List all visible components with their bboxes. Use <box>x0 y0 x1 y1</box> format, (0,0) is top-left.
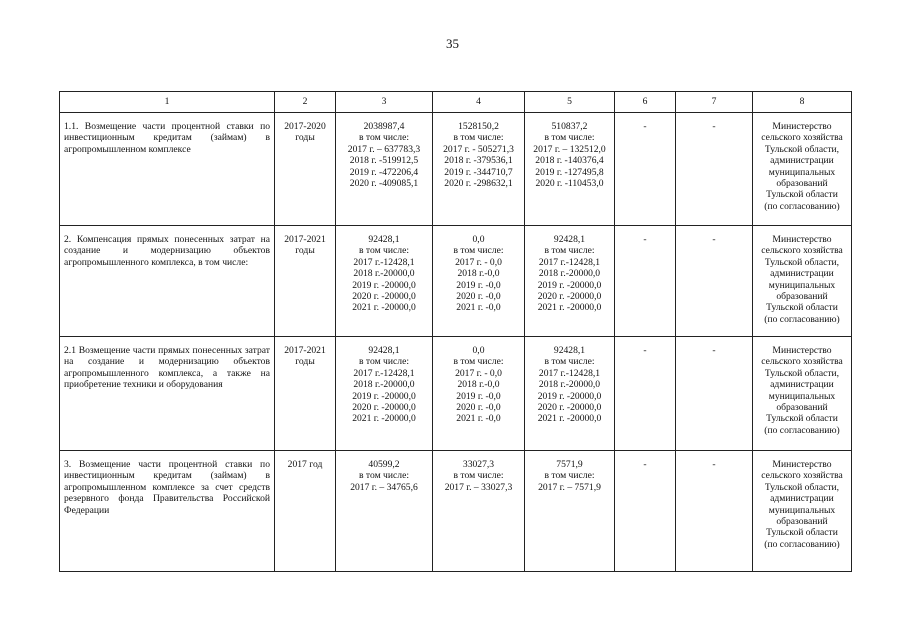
header-cell-7: 7 <box>676 92 753 113</box>
header-cell-5: 5 <box>525 92 615 113</box>
responsible-executor <box>753 226 852 337</box>
header-cell-6: 6 <box>615 92 676 113</box>
measure-name: 2.1 Возмещение части прямых понесенных затрат на создание и модернизацию объектов агропромышленного комплекса, а также на приобретение техники и оборудования <box>60 337 275 451</box>
table-row <box>60 451 852 572</box>
amount-line: 2017 г.-12428,1 <box>538 256 601 268</box>
executor-line: Тульской области, <box>764 143 840 155</box>
amount-line: 2038987,4 <box>363 121 405 132</box>
funding-source-a-cell <box>433 113 525 226</box>
executor-line: Министерство <box>772 345 832 356</box>
amount-line: 2021 г. -20000,0 <box>537 413 602 425</box>
amount-line: 2019 г. -20000,0 <box>537 279 602 291</box>
amount-line: в том числе: <box>453 245 504 257</box>
executor-line: сельского хозяйства <box>761 132 843 144</box>
amount-line: 2017 г. - 0,0 <box>455 367 502 379</box>
measure-name: 1.1. Возмещение части процентной ставки по инвестиционным кредитам (займам) в агропромышленном комплексе <box>60 113 275 226</box>
amount-line: 2019 г. -127495,8 <box>535 166 604 178</box>
executor-line: (по согласованию) <box>764 538 840 550</box>
funding-source-a-cell <box>433 451 525 572</box>
amount-line: 2018 г.-20000,0 <box>538 268 601 280</box>
header-row <box>60 92 852 113</box>
total-funding-cell <box>336 451 433 572</box>
responsible-executor <box>753 337 852 451</box>
col6-value: - <box>615 113 676 226</box>
amount-line: 2020 г. -298632,1 <box>444 178 513 190</box>
funding-source-b-cell <box>525 226 615 337</box>
executor-line: Тульской области, <box>764 367 840 379</box>
executor-line: Тульской области, <box>764 481 840 493</box>
executor-line: Министерство <box>772 234 832 245</box>
header-cell-4: 4 <box>433 92 525 113</box>
header-cell-3: 3 <box>336 92 433 113</box>
amount-line: 2018 г. -379536,1 <box>444 155 513 167</box>
amount-line: 2017 г. - 0,0 <box>455 256 502 268</box>
amount-line: 2018 г.-20000,0 <box>353 268 415 280</box>
amount-line: 7571,9 <box>556 459 583 470</box>
amount-line: 2019 г. -20000,0 <box>352 390 416 402</box>
amount-line: в том числе: <box>453 132 504 144</box>
executor-line: администрации <box>770 268 834 280</box>
amount-line: в том числе: <box>544 470 595 482</box>
measure-period: 2017-2020 годы <box>275 113 336 226</box>
executor-line: Тульской области <box>766 413 838 425</box>
amount-line: 2019 г. -344710,7 <box>444 166 513 178</box>
amount-line: 0,0 <box>472 345 485 356</box>
amount-line: в том числе: <box>544 132 595 144</box>
funding-source-a-cell <box>433 226 525 337</box>
measure-period: 2017 год <box>275 451 336 572</box>
funding-source-a-cell <box>433 337 525 451</box>
executor-line: муниципальных <box>768 390 836 402</box>
amount-line: 2020 г. -20000,0 <box>537 291 602 303</box>
executor-line: Тульской области <box>766 302 838 314</box>
amount-line: 2020 г. -20000,0 <box>352 402 416 414</box>
amount-line: 2020 г. -20000,0 <box>537 402 602 414</box>
amount-line: 510837,2 <box>551 121 588 132</box>
amount-line: в том числе: <box>544 245 595 257</box>
header-cell-1: 1 <box>60 92 275 113</box>
executor-line: сельского хозяйства <box>761 470 843 482</box>
executor-line: Тульской области, <box>764 256 840 268</box>
executor-line: администрации <box>770 379 834 391</box>
executor-line: Министерство <box>772 459 832 470</box>
table-row <box>60 113 852 226</box>
table-row <box>60 226 852 337</box>
amount-line: 2017 г. – 7571,9 <box>538 481 601 493</box>
executor-line: (по согласованию) <box>764 200 840 212</box>
executor-line: администрации <box>770 155 834 167</box>
responsible-executor <box>753 113 852 226</box>
amount-line: в том числе: <box>358 356 409 368</box>
amount-line: 40599,2 <box>368 459 400 470</box>
amount-line: 2018 г.-20000,0 <box>538 379 601 391</box>
amount-line: 2017 г. – 637783,3 <box>347 143 421 155</box>
executor-line: образований <box>776 516 828 528</box>
amount-line: 2019 г. -0,0 <box>456 390 501 402</box>
amount-line: 1528150,2 <box>458 121 499 132</box>
amount-line: 2017 г. – 33027,3 <box>444 481 513 493</box>
amount-line: 2017 г. - 505271,3 <box>443 143 514 155</box>
amount-line: в том числе: <box>544 356 595 368</box>
header-cell-8: 8 <box>753 92 852 113</box>
measure-period: 2017-2021 годы <box>275 226 336 337</box>
amount-line: 2018 г.-0,0 <box>457 268 500 280</box>
amount-line: 2020 г. -0,0 <box>456 402 501 414</box>
executor-line: образований <box>776 402 828 414</box>
amount-line: 92428,1 <box>553 345 586 356</box>
header-cell-2: 2 <box>275 92 336 113</box>
amount-line: в том числе: <box>453 356 504 368</box>
amount-line: 2021 г. -0,0 <box>456 413 501 425</box>
measure-period: 2017-2021 годы <box>275 337 336 451</box>
table-row <box>60 337 852 451</box>
amount-line: 2017 г.-12428,1 <box>353 256 415 268</box>
measure-name: 2. Компенсация прямых понесенных затрат на создание и модернизацию объектов агропромышленного комплекса, в том числе: <box>60 226 275 337</box>
amount-line: 2019 г. -472206,4 <box>349 166 419 178</box>
executor-line: Тульской области <box>766 189 838 201</box>
funding-source-b-cell <box>525 451 615 572</box>
total-funding-cell <box>336 113 433 226</box>
executor-line: сельского хозяйства <box>761 245 843 257</box>
amount-line: 2018 г. -140376,4 <box>535 155 604 167</box>
executor-line: (по согласованию) <box>764 424 840 436</box>
executor-line: муниципальных <box>768 166 836 178</box>
col7-value: - <box>676 451 753 572</box>
amount-line: 2019 г. -20000,0 <box>537 390 602 402</box>
amount-line: 2018 г. -519912,5 <box>349 155 419 167</box>
executor-line: образований <box>776 178 828 190</box>
amount-line: 2019 г. -20000,0 <box>352 279 416 291</box>
col7-value: - <box>676 337 753 451</box>
total-funding-cell <box>336 337 433 451</box>
amount-line: 2017 г.-12428,1 <box>538 367 601 379</box>
executor-line: муниципальных <box>768 504 836 516</box>
amount-line: 2021 г. -20000,0 <box>537 302 602 314</box>
executor-line: муниципальных <box>768 279 836 291</box>
col6-value: - <box>615 451 676 572</box>
executor-line: Тульской области <box>766 527 838 539</box>
col6-value: - <box>615 337 676 451</box>
amount-line: 2017 г.-12428,1 <box>353 367 415 379</box>
amount-line: в том числе: <box>358 470 409 482</box>
amount-line: 2020 г. -20000,0 <box>352 291 416 303</box>
funding-source-b-cell <box>525 113 615 226</box>
executor-line: (по согласованию) <box>764 313 840 325</box>
amount-line: 2019 г. -0,0 <box>456 279 501 291</box>
amount-line: 2021 г. -0,0 <box>456 302 501 314</box>
amount-line: 92428,1 <box>368 234 400 245</box>
funding-source-b-cell <box>525 337 615 451</box>
amount-line: 2020 г. -110453,0 <box>535 178 604 190</box>
amount-line: 92428,1 <box>368 345 400 356</box>
program-measures-table <box>59 91 852 572</box>
executor-line: Министерство <box>772 121 832 132</box>
amount-line: в том числе: <box>453 470 504 482</box>
amount-line: 2017 г. – 132512,0 <box>533 143 606 155</box>
amount-line: 2017 г. – 34765,6 <box>350 481 418 493</box>
amount-line: 0,0 <box>472 234 485 245</box>
executor-line: сельского хозяйства <box>761 356 843 368</box>
amount-line: 2020 г. -0,0 <box>456 291 501 303</box>
amount-line: 2021 г. -20000,0 <box>352 302 416 314</box>
executor-line: образований <box>776 291 828 303</box>
amount-line: 2018 г.-20000,0 <box>353 379 415 391</box>
responsible-executor <box>753 451 852 572</box>
amount-line: 92428,1 <box>553 234 586 245</box>
measure-name: 3. Возмещение части процентной ставки по инвестиционным кредитам (займам) в агропромышленном комплексе за счет средств резервного фонда Правительства Российской Федерации <box>60 451 275 572</box>
amount-line: 33027,3 <box>462 459 495 470</box>
amount-line: 2021 г. -20000,0 <box>352 413 416 425</box>
total-funding-cell <box>336 226 433 337</box>
col7-value: - <box>676 113 753 226</box>
page-number: 35 <box>446 36 459 51</box>
amount-line: 2020 г. -409085,1 <box>349 178 419 190</box>
amount-line: в том числе: <box>358 245 409 257</box>
executor-line: администрации <box>770 493 834 505</box>
amount-line: 2018 г.-0,0 <box>457 379 500 391</box>
col6-value: - <box>615 226 676 337</box>
amount-line: в том числе: <box>358 132 409 144</box>
col7-value: - <box>676 226 753 337</box>
